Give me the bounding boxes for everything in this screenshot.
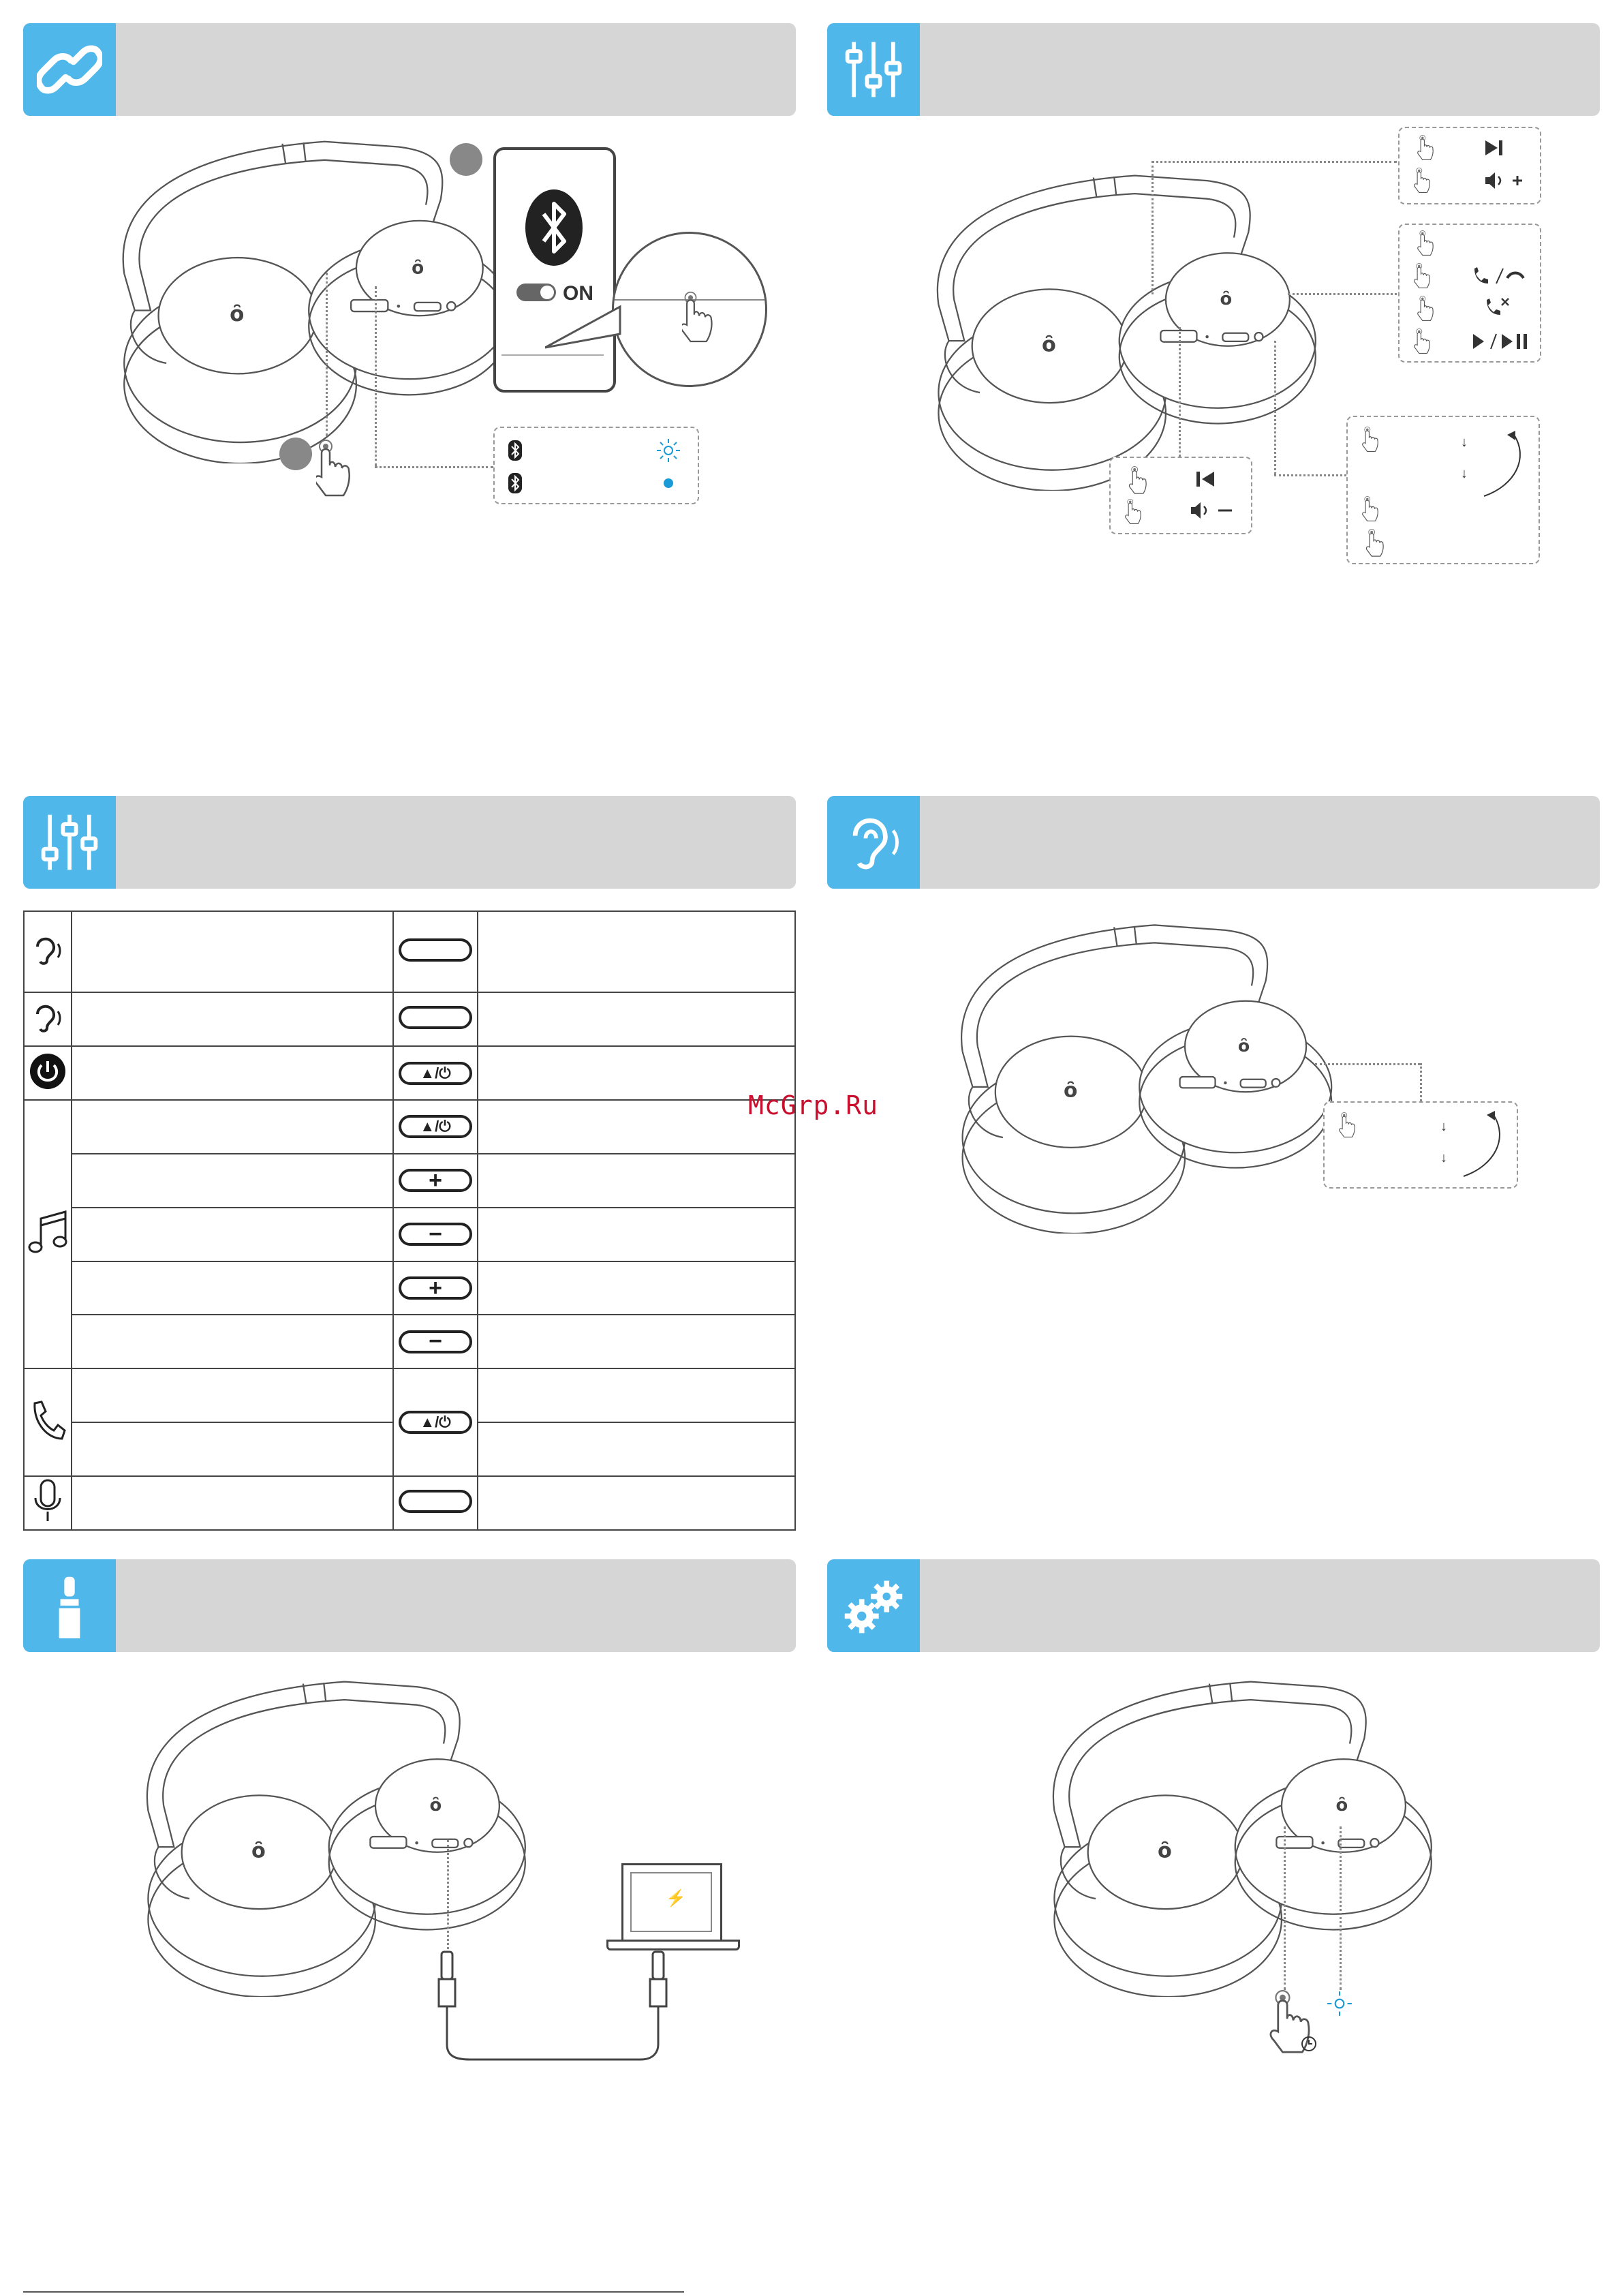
aux-cable <box>436 1949 681 2065</box>
bluetooth-icon <box>523 187 585 269</box>
table-button: − <box>399 1330 472 1353</box>
laptop-screen <box>621 1863 722 1942</box>
table-button: + <box>399 1169 472 1192</box>
press-hold-hand-icon <box>1124 466 1154 496</box>
table-row <box>24 1315 795 1368</box>
controls-header <box>827 23 1600 116</box>
table-row <box>24 1208 795 1261</box>
press-hand-icon <box>1413 328 1434 356</box>
volume-up-icon <box>1484 170 1525 191</box>
anc-mode-box <box>1346 416 1540 564</box>
table-button: − <box>399 1223 472 1246</box>
step-marker-2 <box>450 143 482 176</box>
led-blinking-icon <box>655 438 681 463</box>
previous-track-icon <box>1195 470 1216 488</box>
ear-icon <box>24 911 72 992</box>
table-button: + <box>399 1276 472 1300</box>
zoom-pointer <box>545 300 640 354</box>
ambient-header <box>827 796 1600 889</box>
table-button: ▲/⏻ <box>399 1115 472 1138</box>
headphones-illustration-reset <box>995 1677 1444 1997</box>
press-hand-icon <box>1413 168 1434 195</box>
led-blinking-icon <box>1326 1990 1353 2017</box>
reset-header <box>827 1559 1600 1652</box>
arrow-down-icon: ↓ <box>1461 466 1468 481</box>
watermark: McGrp.Ru <box>748 1090 879 1120</box>
cycle-arrow-icon <box>1481 431 1536 499</box>
play-pause-icon <box>1470 331 1532 352</box>
press-hand-icon <box>1361 427 1382 454</box>
clock-icon <box>1300 2035 1318 2053</box>
aux-header <box>23 1559 796 1652</box>
cycle-arrow-icon <box>1461 1111 1515 1179</box>
table-button: ▲/⏻ <box>399 1411 472 1434</box>
phone-icon <box>24 1368 72 1476</box>
equalizer-icon <box>827 23 920 116</box>
table-row <box>24 992 795 1046</box>
phone-illustration <box>493 147 616 393</box>
mic-icon <box>24 1476 72 1530</box>
tap-hand-icon <box>682 288 716 350</box>
answer-end-call-icon <box>1472 266 1526 286</box>
next-track-icon <box>1484 139 1504 157</box>
ambient-mode-box <box>1323 1101 1518 1189</box>
bluetooth-toggle[interactable] <box>516 284 556 301</box>
headphones-illustration-controls <box>879 170 1329 491</box>
table-row <box>24 1154 795 1208</box>
headphones-illustration-ambient <box>906 920 1342 1234</box>
led-status-box <box>493 427 699 504</box>
pairing-header <box>23 23 796 116</box>
press-hold-hand-icon <box>1413 135 1440 162</box>
table-row <box>24 1046 795 1100</box>
table-row <box>24 1261 795 1315</box>
led-solid-icon <box>664 478 673 488</box>
press-hand-icon <box>1361 496 1382 523</box>
call-controls-box <box>1398 224 1541 363</box>
next-track-volume-up-box <box>1398 127 1541 204</box>
controls-table <box>23 910 796 1531</box>
table-row <box>24 1100 795 1154</box>
link-icon <box>23 23 116 116</box>
table-button: ▲/⏻ <box>399 1062 472 1085</box>
table-button <box>399 938 472 962</box>
audio-jack-icon <box>23 1559 116 1652</box>
headphones-illustration-pairing <box>61 136 525 463</box>
press-hand-icon <box>316 436 354 504</box>
footer-rule <box>23 2291 684 2293</box>
controls-table-header <box>23 796 796 889</box>
ear-icon <box>24 992 72 1046</box>
table-row <box>24 911 795 992</box>
bluetooth-icon-small <box>508 473 522 493</box>
volume-down-icon <box>1190 500 1237 521</box>
ear-icon <box>827 796 920 889</box>
table-button <box>399 1006 472 1029</box>
music-icon <box>24 1100 72 1368</box>
press-hold-hand-icon <box>1413 230 1440 258</box>
press-hold-hand-icon <box>1413 296 1440 323</box>
press-hand-icon <box>1124 499 1145 526</box>
step-marker-1 <box>279 438 312 470</box>
reject-call-icon <box>1484 297 1511 318</box>
arrow-down-icon: ↓ <box>1440 1119 1447 1134</box>
bluetooth-icon-small <box>508 440 522 461</box>
gears-icon <box>827 1559 920 1652</box>
table-row <box>24 1476 795 1530</box>
power-icon <box>24 1046 72 1100</box>
press-hand-icon <box>1338 1112 1359 1139</box>
power-bolt-icon: ⚡ <box>666 1889 686 1908</box>
previous-track-volume-down-box <box>1109 457 1252 534</box>
table-row <box>24 1368 795 1422</box>
press-hold-hand-icon <box>1361 529 1391 559</box>
equalizer-icon <box>23 796 116 889</box>
table-button <box>399 1490 472 1513</box>
arrow-down-icon: ↓ <box>1461 435 1468 450</box>
press-hand-icon <box>1413 263 1434 290</box>
arrow-down-icon: ↓ <box>1440 1150 1447 1165</box>
toggle-label: ON <box>563 282 593 305</box>
